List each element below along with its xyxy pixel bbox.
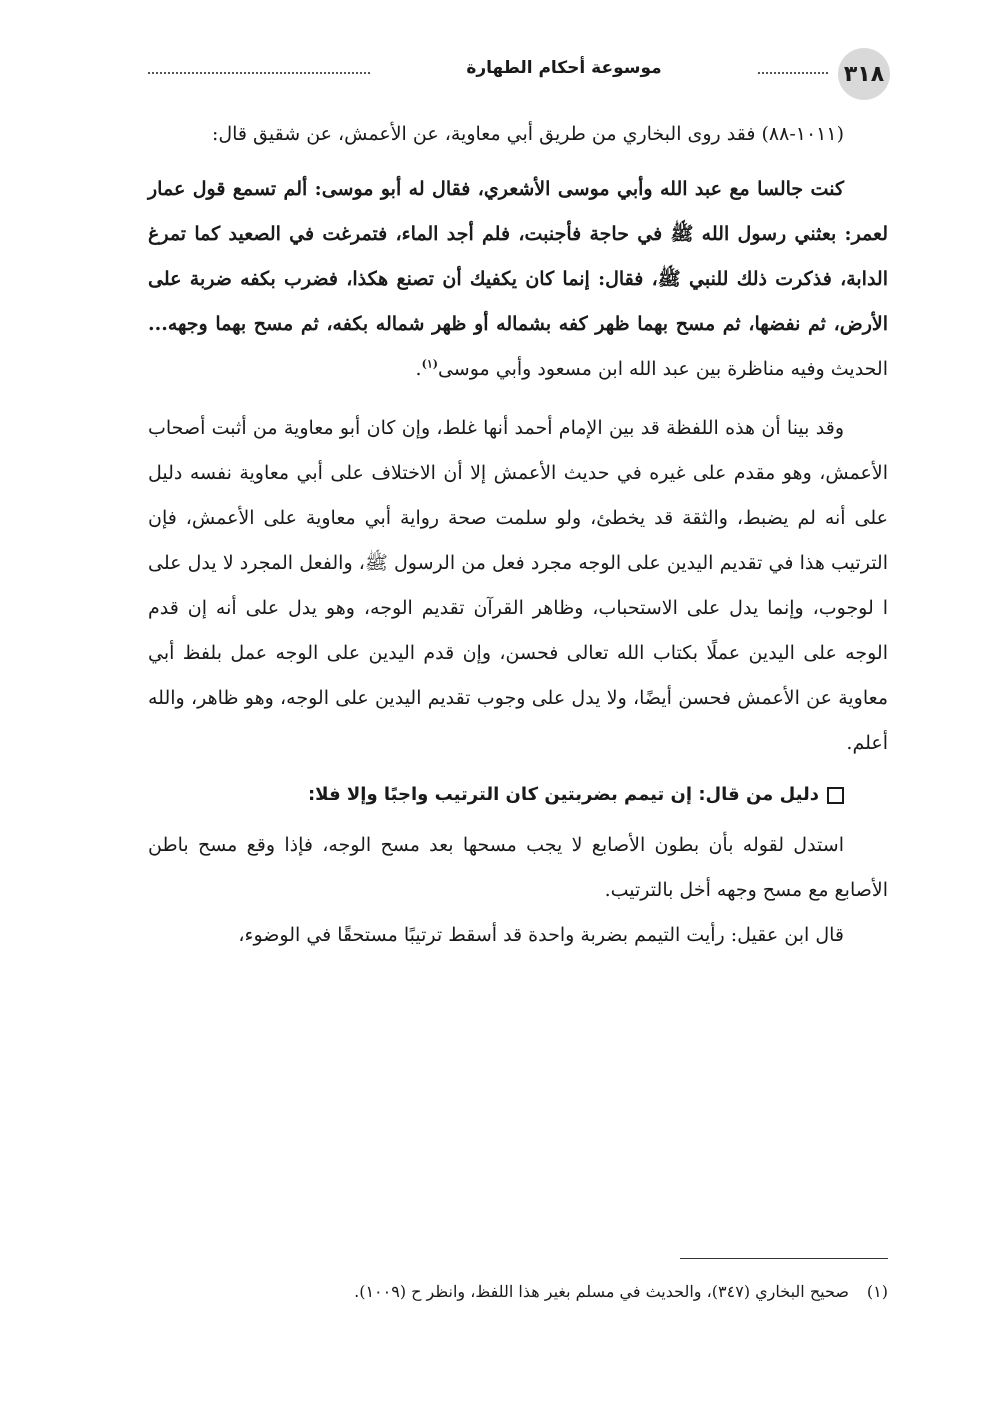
header-dotted-rule-left <box>148 72 370 74</box>
argument-paragraph <box>148 823 888 913</box>
checkbox-square-icon <box>827 787 844 804</box>
ibn-aqil-paragraph <box>148 913 888 958</box>
hadith-paragraph <box>148 167 888 392</box>
footnote-text: صحيح البخاري (٣٤٧)، والحديث في مسلم بغير هذا اللفظ، وانظر ح (١٠٠٩). <box>354 1282 849 1301</box>
running-title: موسوعة أحكام الطهارة <box>466 58 662 78</box>
page-body <box>148 112 888 958</box>
section-heading <box>148 772 888 817</box>
hadith-tail-text: الحديث وفيه مناظرة بين عبد الله ابن مسعود وأبي موسى <box>437 358 888 380</box>
footnote <box>148 1276 888 1308</box>
footnote-separator <box>680 1258 888 1259</box>
section-heading-text: دليل من قال: إن تيمم بضربتين كان الترتيب واجبًا وإلا فلا: <box>307 784 819 805</box>
page-header <box>148 48 890 100</box>
hadith-end: . <box>415 358 422 380</box>
page-number: ٣١٨ <box>838 48 890 100</box>
ibn-aqil-text: قال ابن عقيل: رأيت التيمم بضربة واحدة قد أسقط ترتيبًا مستحقًا في الوضوء، <box>238 924 844 946</box>
intro-paragraph <box>148 112 888 157</box>
footnote-reference[interactable]: (١) <box>421 357 438 371</box>
footnote-number: (١) <box>866 1282 888 1301</box>
discussion-paragraph <box>148 406 888 766</box>
argument-text: استدل لقوله بأن بطون الأصابع لا يجب مسحها بعد مسح الوجه، فإذا وقع مسح باطن الأصابع مع مسح وجهه أخل بالترتيب. <box>148 834 888 901</box>
discussion-text: وقد بينا أن هذه اللفظة قد بين الإمام أحمد أنها غلط، وإن كان أبو معاوية من أثبت أصحاب الأعمش، وهو مقدم على غيره في حديث الأعمش إلا أن الاختلاف على أبي معاوية نفسه دليل على أنه لم يضبط، والثقة قد يخطئ، ولو سلمت صحة رواية أبي معاوية على الأعمش، فإن الترتيب هذا في تقديم اليدين على الوجه مجرد فعل من الرسول ﷺ، والفعل المجرد لا يدل على ا لوجوب، وإنما يدل على الاستحباب، وظاهر القرآن تقديم الوجه، وهو يدل على أنه إن قدم الوجه على اليدين عملًا بكتاب الله تعالى فحسن، وإن قدم اليدين على الوجه عمل بلفظ أبي معاوية عن الأعمش فحسن أيضًا، ولا يدل على وجوب تقديم اليدين على الوجه، وهو ظاهر، والله أعلم. <box>148 417 888 754</box>
intro-text: (١٠١١-٨٨) فقد روى البخاري من طريق أبي معاوية، عن الأعمش، عن شقيق قال: <box>211 123 844 145</box>
header-dotted-rule-right <box>758 72 828 74</box>
hadith-text: كنت جالسا مع عبد الله وأبي موسى الأشعري، فقال له أبو موسى: ألم تسمع قول عمار لعمر: بعثني رسول الله ﷺ في حاجة فأجنبت، فلم أجد الماء، فتمرغت في الصعيد كما تمرغ الدابة، فذكرت ذلك للنبي ﷺ، فقال: إنما كان يكفيك أن تصنع هكذا، فضرب بكفه ضربة على الأرض، ثم نفضها، ثم مسح بهما ظهر كفه بشماله أو ظهر شماله بكفه، ثم مسح بهما وجهه... <box>148 178 888 335</box>
